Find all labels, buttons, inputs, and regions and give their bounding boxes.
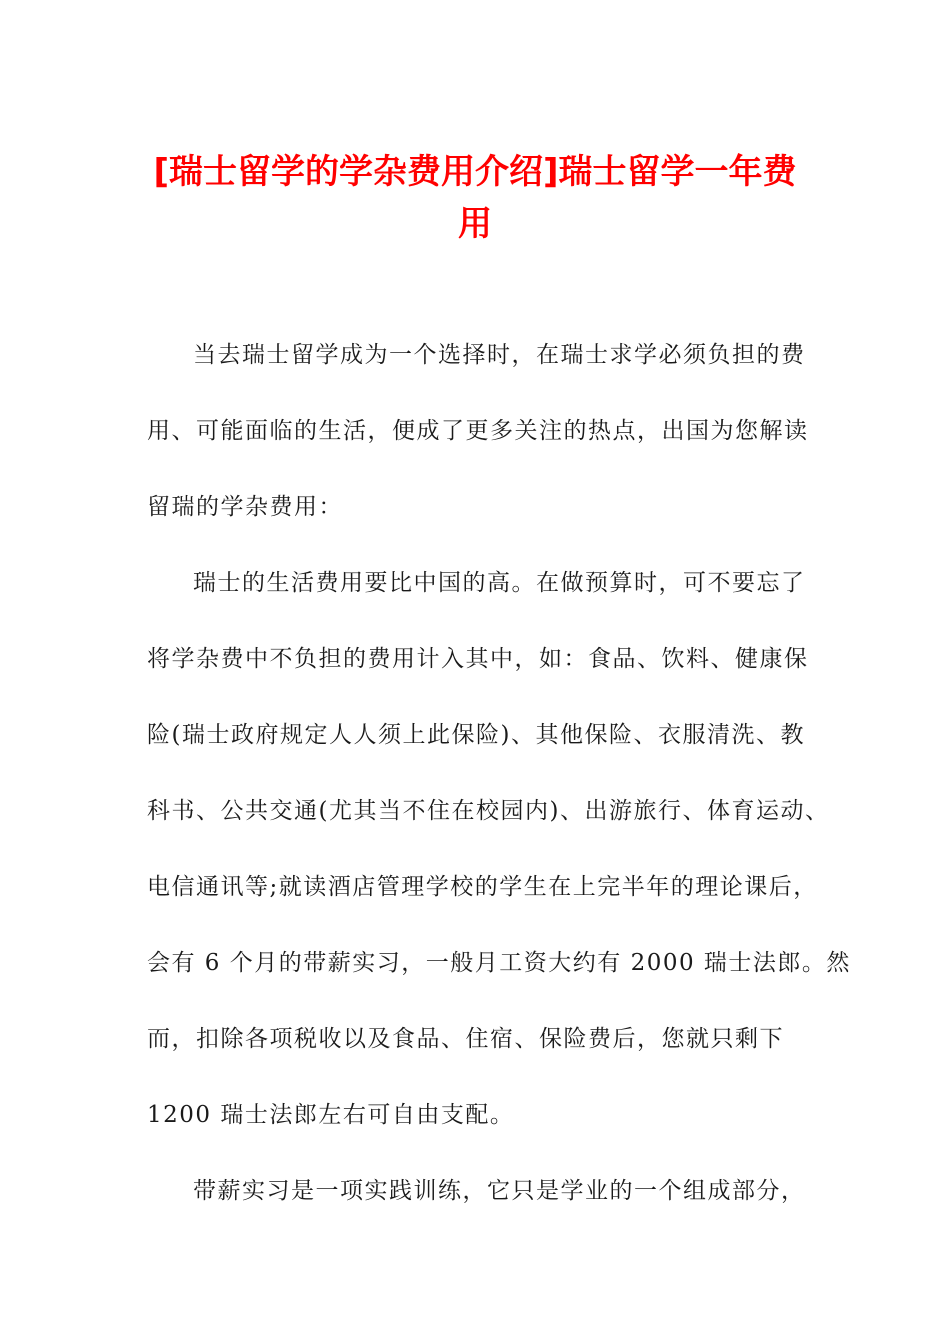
paragraph-line: 会有 6 个月的带薪实习，一般月工资大约有 2000 瑞士法郎。然: [147, 950, 851, 976]
paragraph-line: 留瑞的学杂费用：: [147, 494, 343, 520]
paragraph-line: 将学杂费中不负担的费用计入其中，如：食品、饮料、健康保: [147, 646, 809, 672]
document-body: [147, 317, 851, 1229]
paragraph-line: 用、可能面临的生活，便成了更多关注的热点，出国为您解读: [147, 418, 809, 444]
paragraph-line: 带薪实习是一项实践训练，它只是学业的一个组成部分，: [193, 1178, 806, 1204]
paragraph-line: 1200 瑞士法郎左右可自由支配。: [147, 1102, 515, 1128]
paragraph-line: 而，扣除各项税收以及食品、住宿、保险费后，您就只剩下: [147, 1026, 784, 1052]
document-title: [瑞士留学的学杂费用介绍]瑞士留学一年费用: [153, 152, 797, 244]
paragraph-2: [147, 545, 851, 1153]
paragraph-1: [147, 317, 807, 545]
paragraph-line: 险(瑞士政府规定人人须上此保险)、其他保险、衣服清洗、教: [147, 722, 805, 748]
paragraph-3: [147, 1153, 807, 1229]
paragraph-line: 瑞士的生活费用要比中国的高。在做预算时，可不要忘了: [193, 570, 806, 596]
paragraph-line: 电信通讯等;就读酒店管理学校的学生在上完半年的理论课后，: [147, 874, 818, 900]
paragraph-line: 科书、公共交通(尤其当不住在校园内)、出游旅行、体育运动、: [147, 798, 830, 824]
paragraph-line: 当去瑞士留学成为一个选择时，在瑞士求学必须负担的费: [193, 342, 806, 368]
